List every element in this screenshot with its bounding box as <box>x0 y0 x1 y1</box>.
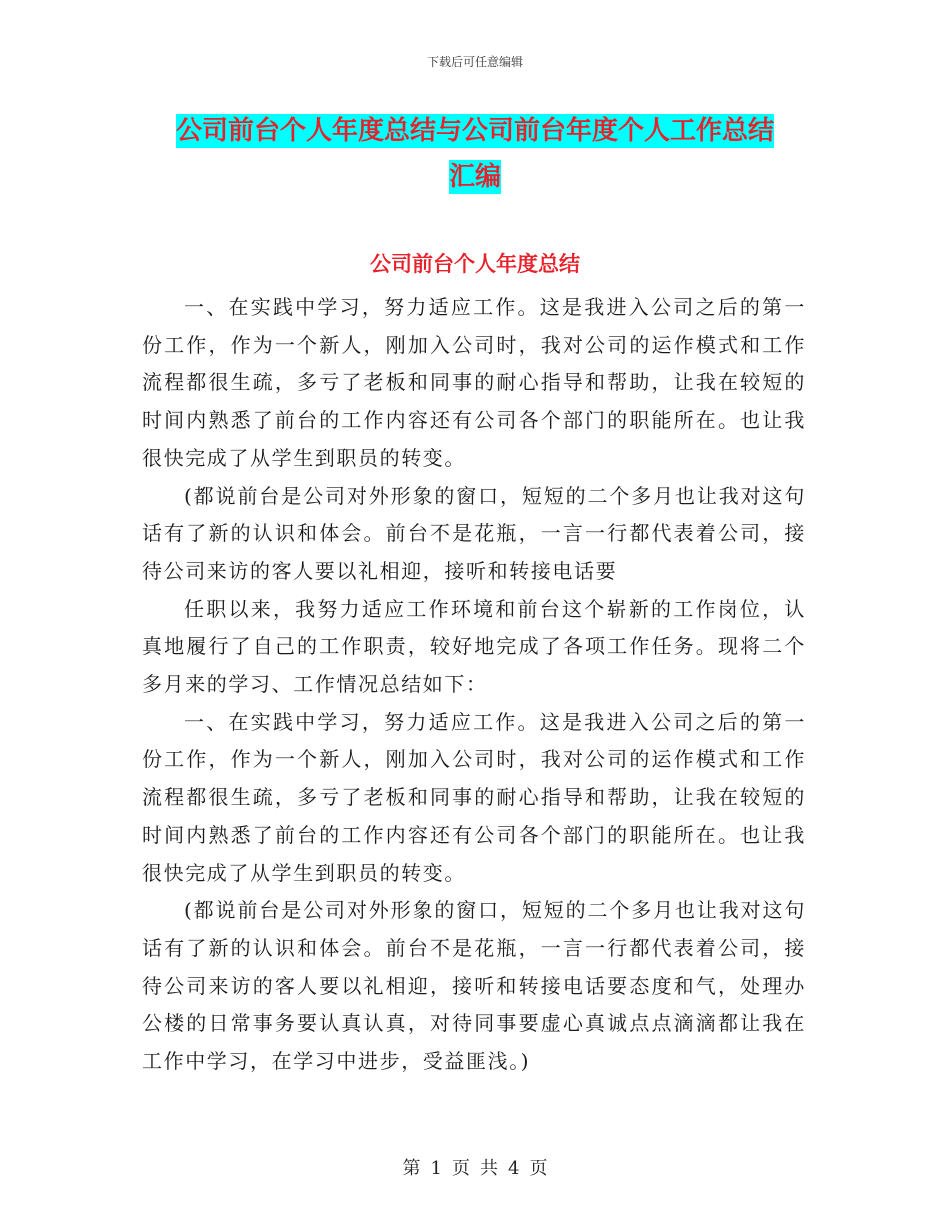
document-title-line2: 汇编 <box>448 162 501 192</box>
footer-total-prefix: 共 <box>480 1158 498 1179</box>
body-paragraph: 一、在实践中学习，努力适应工作。这是我进入公司之后的第一份工作，作为一个新人，刚加入公司时，我对公司的运作模式和工作流程都很生疏，多亏了老板和同事的耐心指导和帮助，让我在较短的时间内熟悉了前台的工作内容还有公司各个部门的职能所在。也让我很快完成了从学生到职员的转变。 <box>142 295 806 470</box>
document-title <box>150 108 800 200</box>
document-body <box>142 289 806 1081</box>
body-paragraph: 一、在实践中学习，努力适应工作。这是我进入公司之后的第一份工作，作为一个新人，刚加入公司时，我对公司的运作模式和工作流程都很生疏，多亏了老板和同事的耐心指导和帮助，让我在较短的时间内熟悉了前台的工作内容还有公司各个部门的职能所在。也让我很快完成了从学生到职员的转变。 <box>142 709 806 885</box>
footer-total-pages: 4 <box>508 1158 520 1179</box>
body-paragraph: (都说前台是公司对外形象的窗口，短短的二个多月也让我对这句话有了新的认识和体会。前台不是花瓶，一言一行都代表着公司，接待公司来访的客人要以礼相迎，接听和转接电话要态度和气，处理办公楼的日常事务要认真认真，对待同事要虚心真诚点点滴滴都让我在工作中学习，在学习中进步，受益匪浅。) <box>142 898 806 1074</box>
footer-page-word: 页 <box>452 1158 470 1179</box>
body-paragraph: 任职以来，我努力适应工作环境和前台这个崭新的工作岗位，认真地履行了自己的工作职责，较好地完成了各项工作任务。现将二个多月来的学习、工作情况总结如下： <box>142 596 806 697</box>
body-paragraph: (都说前台是公司对外形象的窗口，短短的二个多月也让我对这句话有了新的认识和体会。前台不是花瓶，一言一行都代表着公司，接待公司来访的客人要以礼相迎，接听和转接电话要 <box>142 483 806 583</box>
footer-prefix: 第 <box>402 1158 421 1179</box>
footer-page-number: 1 <box>430 1158 442 1179</box>
section-title: 公司前台个人年度总结 <box>370 252 580 276</box>
document-title-line1: 公司前台个人年度总结与公司前台年度个人工作总结 <box>175 116 774 146</box>
page-footer <box>0 1154 950 1180</box>
footer-suffix: 页 <box>529 1158 548 1179</box>
header-note: 下载后可任意编辑 <box>426 55 523 69</box>
